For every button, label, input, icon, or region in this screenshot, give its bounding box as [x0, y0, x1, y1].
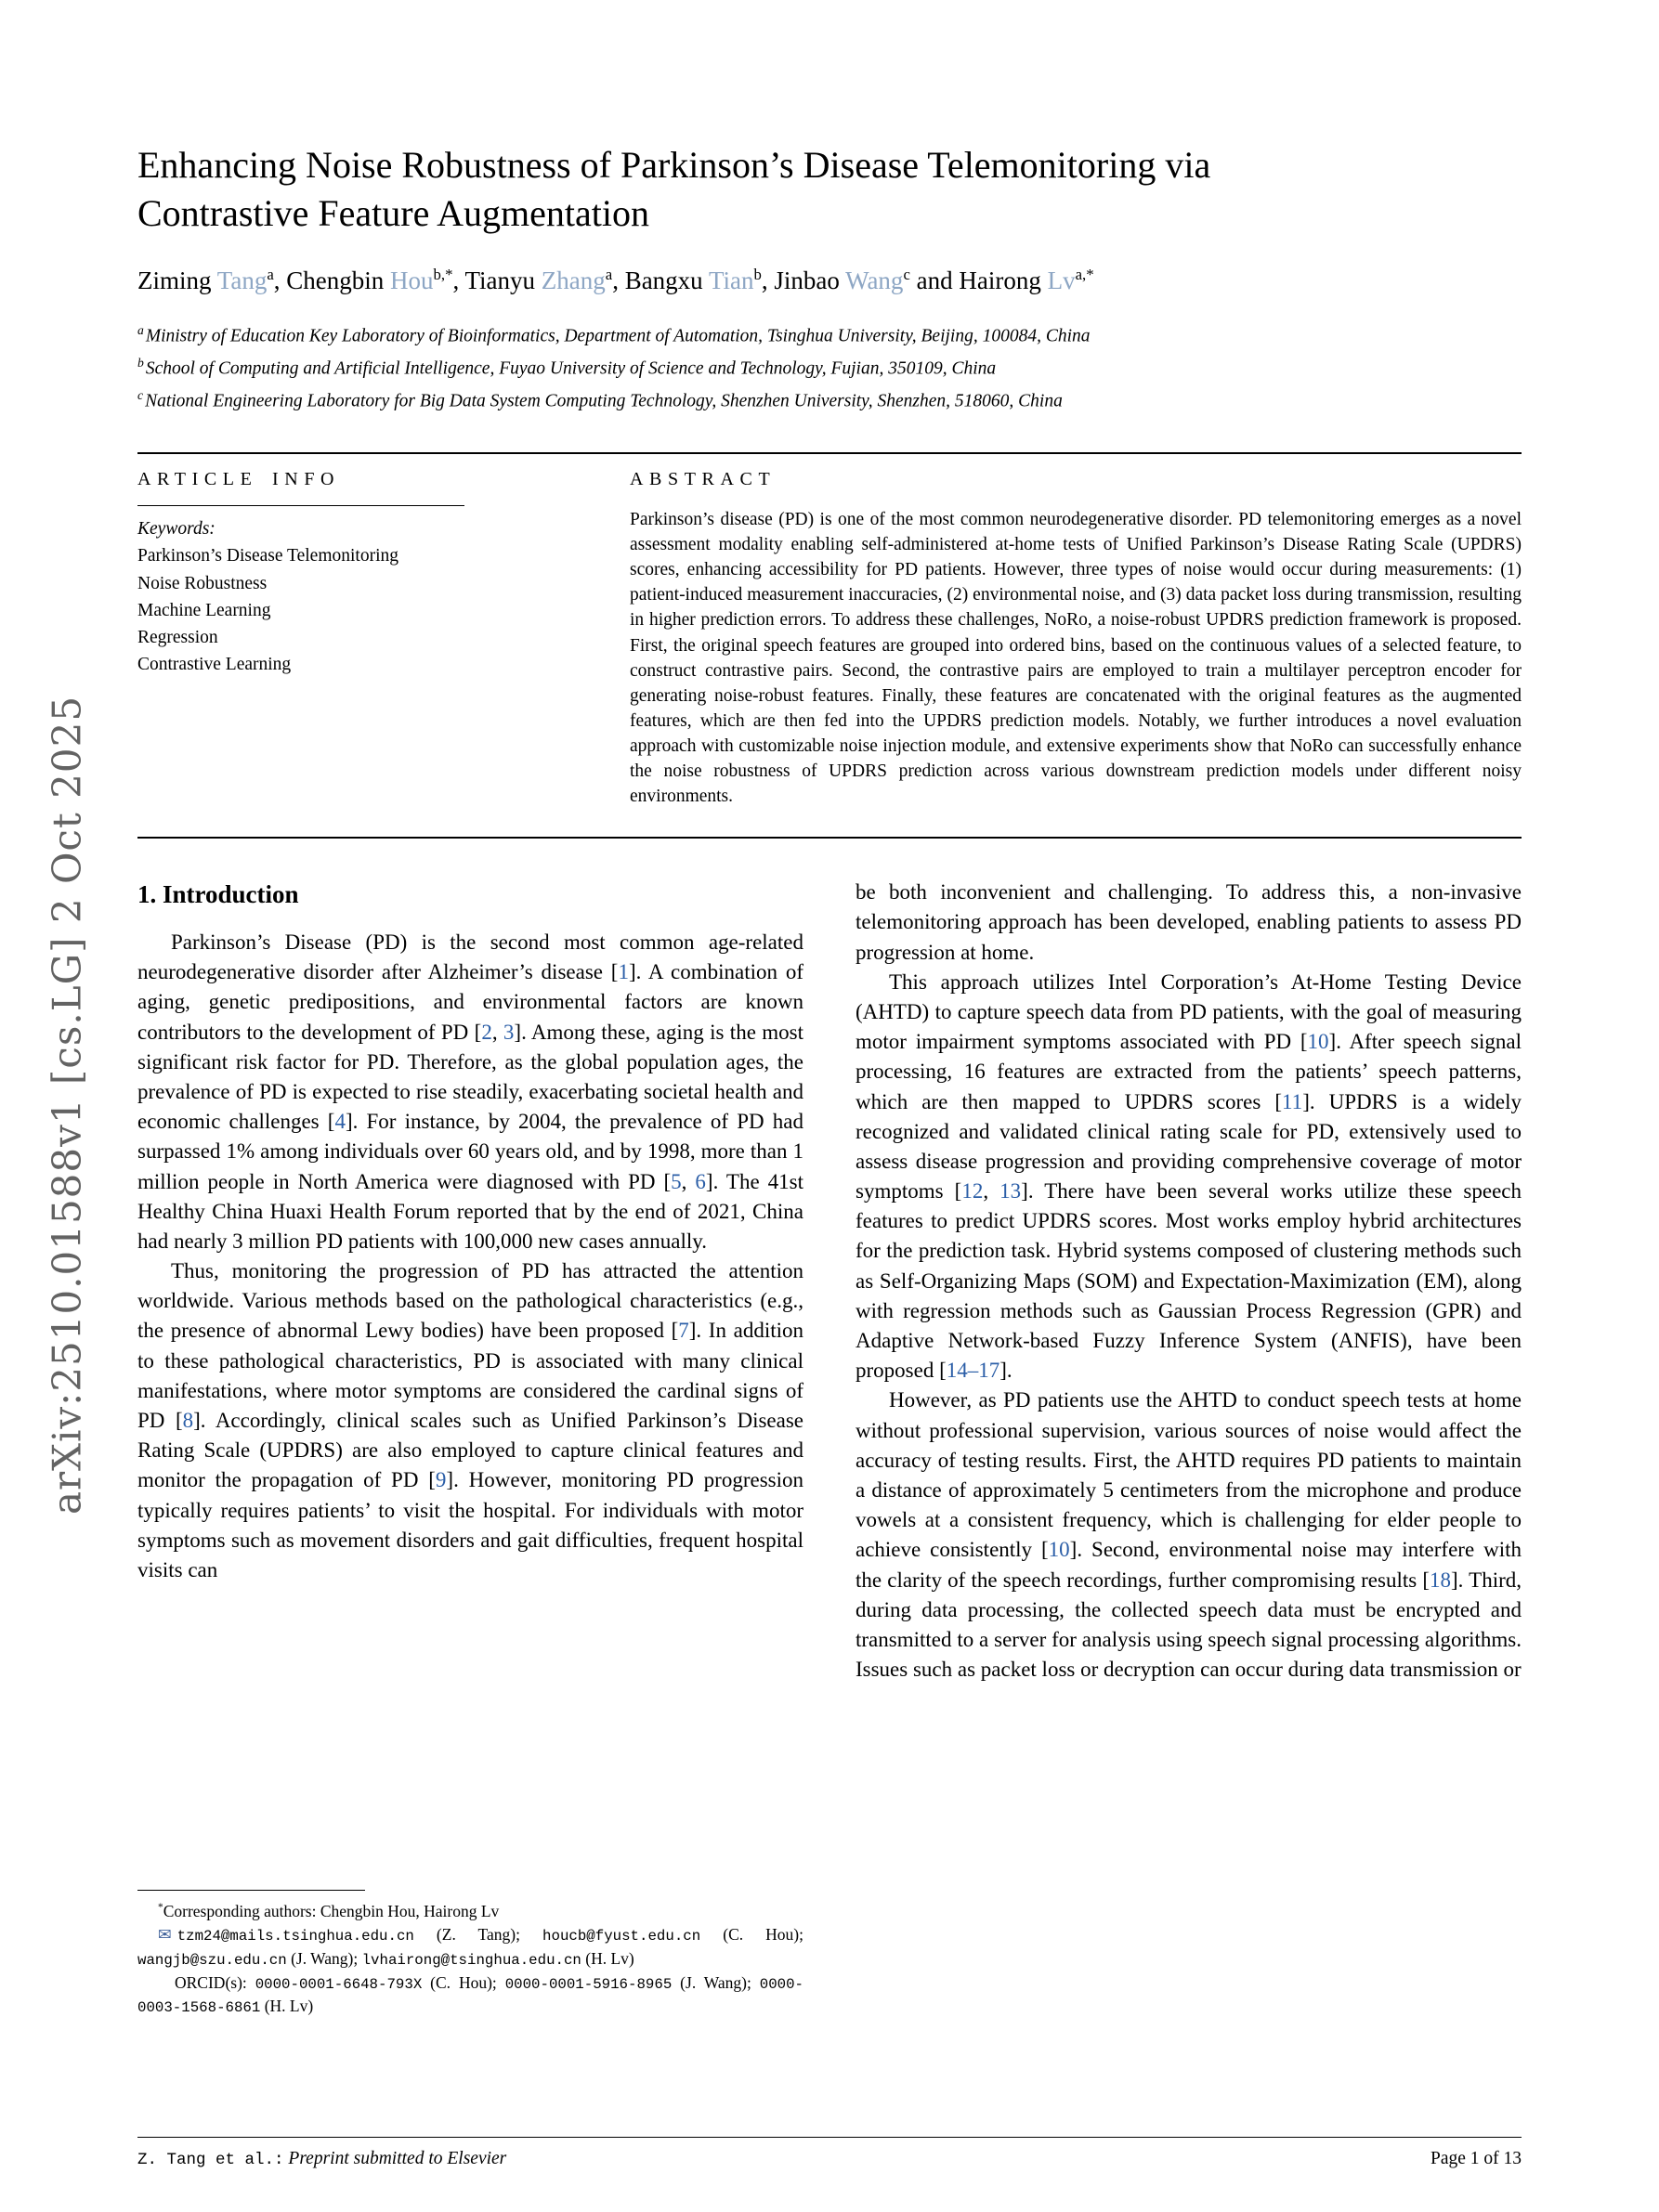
mono-link[interactable]: 0000-0001-6648-793X [255, 1975, 423, 1993]
keyword-item: Contrastive Learning [137, 655, 292, 675]
body-columns [137, 878, 1522, 2018]
author-affiliation-sup: a [605, 266, 613, 283]
author-affiliation-sup: a,* [1075, 266, 1094, 283]
arxiv-watermark: arXiv:2510.01588v1 [cs.LG] 2 Oct 2025 [44, 695, 90, 1516]
text-run: However, as PD patients use the AHTD to conduct speech tests at home without professional supervision, various sources of noise would affect the accuracy of testing results. First, the AHTD requires PD patients to maintain a distance of approximately 5 centimeters from the microphone and produce vowels at a consistent frequency, which is challenging for elder people to achieve consistently [ [856, 1388, 1522, 1562]
text-run: Thus, monitoring the progression of PD has attracted the attention worldwide. Various methods based on the pathological characteristics (e.g., the presence of abnormal Lewy bodies) have been proposed [ [137, 1259, 803, 1343]
author [774, 267, 959, 294]
affiliation-text: School of Computing and Artificial Intelligence, Fuyao University of Science and Technology, Fujian, 350109, China [145, 358, 997, 379]
footer-running-authors: Z. Tang et al.: [137, 2151, 284, 2169]
citation-link[interactable]: 10 [1048, 1538, 1070, 1562]
author-separator: , [761, 267, 775, 294]
citation-link[interactable]: 18 [1430, 1568, 1452, 1592]
author-affiliation-sup: b,* [433, 266, 453, 283]
author-first-name: Chengbin [286, 267, 391, 294]
keyword-item: Parkinson’s Disease Telemonitoring [137, 546, 398, 566]
abstract-column [630, 469, 1522, 809]
article-info-abstract-block [137, 452, 1522, 839]
citation-link[interactable]: 4 [334, 1110, 346, 1134]
mono-link[interactable]: 0000-0001-5916-8965 [504, 1975, 673, 1993]
author-first-name: Ziming [137, 267, 217, 294]
text-run: ]. The 41st Healthy China Huaxi Health Forum reported that by the end of 2021, China had nearly 3 million PD patients with 100,000 new cases annually. [137, 1169, 804, 1253]
text-run: ]. Among these, aging is the most significant risk factor for PD. Therefore, as the global population ages, the prevalence of PD is expected to rise steadily, exacerbating societal health and economic challenges [ [137, 1020, 803, 1134]
text-run: (C. Hou); [422, 1972, 505, 1992]
author-first-name: Bangxu [624, 267, 709, 294]
footnotes [137, 1890, 803, 2018]
corresponding-authors-text: Corresponding authors: Chengbin Hou, Hairong Lv [163, 1902, 500, 1921]
paper-title: Enhancing Noise Robustness of Parkinson’s Disease Telemonitoring via Contrastive Feature Augmentation [137, 144, 1211, 234]
affiliation [137, 352, 1522, 384]
article-info-column [137, 469, 464, 809]
text-run: , [983, 1179, 1000, 1204]
author-separator: , [612, 267, 625, 294]
text-run: (H. Lv) [581, 1949, 634, 1969]
authors-line [137, 266, 1522, 295]
divider [137, 505, 464, 506]
paragraph [856, 878, 1522, 968]
author [959, 267, 1093, 294]
citation-link[interactable]: 6 [695, 1169, 706, 1193]
citation-link[interactable]: 13 [999, 1179, 1022, 1204]
mono-link[interactable]: lvhairong@tsinghua.edu.cn [361, 1952, 581, 1970]
text-run: (H. Lv) [260, 1996, 314, 2015]
text-run: ]. A combination of aging, genetic predipositions, and environmental factors are known contributors to the development of PD [ [137, 960, 803, 1044]
footer-left [137, 2149, 506, 2169]
mono-link[interactable]: 0000-0003-1568-6861 [137, 1975, 804, 2016]
citation-link[interactable]: 12 [961, 1179, 984, 1204]
keyword-item: Machine Learning [137, 600, 271, 620]
affiliation-text: National Engineering Laboratory for Big Data System Computing Technology, Shenzhen University, Shenzhen, 518060, China [145, 391, 1063, 411]
text-run: ]. [999, 1359, 1012, 1383]
author-last-name[interactable]: Zhang [541, 267, 606, 294]
citation-link[interactable]: 7 [678, 1319, 689, 1343]
author-last-name[interactable]: Lv [1047, 267, 1076, 294]
paragraph [856, 1386, 1522, 1685]
text-run: (J. Wang); [672, 1972, 760, 1992]
affiliation-sup: c [137, 388, 144, 403]
citation-link[interactable]: 9 [435, 1468, 447, 1492]
citation-link[interactable]: 3 [503, 1020, 515, 1044]
left-column [137, 878, 803, 2018]
text-run: , [681, 1169, 696, 1193]
author-separator: , [452, 267, 465, 294]
paragraph [137, 928, 803, 1256]
author-last-name[interactable]: Hou [390, 267, 434, 294]
section-heading-introduction: 1. Introduction [137, 880, 299, 909]
envelope-icon: ✉ [158, 1926, 172, 1945]
author-first-name: Jinbao [774, 267, 846, 294]
text-run: ]. There have been several works utilize these speech features to predict UPDRS scores. Most works employ hybrid architectures for the prediction task. Hybrid systems composed of clustering methods such as Self-Organizing Maps (SOM) and Expectation-Maximization (EM), along with regression methods such as Gaussian Process Regression (GPR) and Adaptive Network-based Fuzzy Inference System (ANFIS), have been proposed [ [856, 1179, 1522, 1383]
affiliation-text: Ministry of Education Key Laboratory of Bioinformatics, Department of Automation, Tsinghua University, Beijing, 100084, China [145, 326, 1091, 346]
author-first-name: Hairong [959, 267, 1048, 294]
email-line [137, 1923, 803, 1971]
citation-link[interactable]: 1 [618, 960, 629, 984]
text-run: ORCID(s): [175, 1972, 255, 1992]
text-run: This approach utilizes Intel Corporation’s At-Home Testing Device (AHTD) to capture speech data from PD patients, with the goal of measuring motor impairment symptoms associated with PD [ [856, 969, 1522, 1054]
footnote-star: * [158, 1902, 163, 1914]
text-run: ]. Second, environmental noise may interfere with the clarity of the speech recordings, further compromising results [ [856, 1538, 1522, 1592]
author-affiliation-sup: a [267, 266, 274, 283]
author [464, 267, 624, 294]
text-run: (Z. Tang); [413, 1925, 543, 1945]
abstract-header: ABSTRACT [630, 469, 777, 490]
article-info-header: ARTICLE INFO [137, 469, 341, 490]
author-last-name[interactable]: Wang [845, 267, 904, 294]
citation-link[interactable]: 8 [182, 1409, 194, 1433]
page-footer [137, 2137, 1522, 2169]
text-run: (C. Hou); [700, 1925, 803, 1945]
footer-page-number: Page 1 of 13 [1430, 2149, 1522, 2168]
author-last-name[interactable]: Tang [216, 267, 268, 294]
keywords-list [137, 542, 464, 678]
affiliations [137, 319, 1522, 417]
citation-link[interactable]: 2 [481, 1020, 492, 1044]
paragraph [137, 1256, 803, 1585]
author [137, 267, 286, 294]
text-run: ]. However, monitoring PD progression typically requires patients’ to visit the hospital. For individuals with motor symptoms such as movement disorders and gait difficulties, frequent hospital visits can [137, 1468, 803, 1581]
footer-preprint-note: Preprint submitted to Elsevier [288, 2149, 507, 2168]
affiliation-sup: b [137, 356, 144, 371]
paragraph [856, 968, 1522, 1386]
corresponding-authors-note [137, 1900, 803, 1923]
author-affiliation-sup: c [903, 266, 910, 283]
footnote-rule [137, 1890, 365, 1891]
mono-link[interactable]: houcb@fyust.edu.cn [542, 1928, 701, 1945]
text-run: Parkinson’s Disease (PD) is the second most common age-related neurodegenerative disorder after Alzheimer’s disease [ [137, 930, 803, 984]
text-run: ]. In addition to these pathological characteristics, PD is associated with many clinical manifestations, where motor symptoms are considered the cardinal signs of PD [ [137, 1319, 803, 1433]
text-run: ]. UPDRS is a widely recognized and validated clinical rating scale for PD, extensively used to assess disease progression and providing comprehensive coverage of motor symptoms [ [856, 1089, 1522, 1204]
orcid-line [137, 1971, 803, 2019]
text-run: ]. For instance, by 2004, the prevalence of PD had surpassed 1% among individuals over 60 years old, and by 1998, more than 1 million people in North America were diagnosed with PD [ [137, 1110, 803, 1193]
text-run: ]. Accordingly, clinical scales such as Unified Parkinson’s Disease Rating Scale (UPDRS) are also employed to capture clinical features and monitor the propagation of PD [ [137, 1409, 803, 1492]
keyword-item: Noise Robustness [137, 573, 268, 593]
affiliation [137, 319, 1522, 352]
affiliation [137, 384, 1522, 417]
keyword-item: Regression [137, 628, 218, 648]
author-separator: , [273, 267, 287, 294]
mono-link[interactable]: tzm24@mails.tsinghua.edu.cn [176, 1928, 414, 1945]
text-run: (J. Wang); [286, 1949, 362, 1969]
text-run: ]. After speech signal processing, 16 features are extracted from the patients’ speech patterns, which are then mapped to UPDRS scores [ [856, 1030, 1522, 1113]
author-separator: and [909, 267, 960, 294]
citation-link[interactable]: 14–17 [946, 1359, 1000, 1383]
keywords [137, 515, 464, 679]
author [286, 267, 464, 294]
author-first-name: Tianyu [464, 267, 542, 294]
text-run: be both inconvenient and challenging. To address this, a non-invasive telemonitoring approach has been developed, enabling patients to assess PD progression at home. [856, 880, 1522, 964]
text-run: ]. Third, during data processing, the collected speech data must be encrypted and transmitted to a server for analysis using speech signal processing algorithms. Issues such as packet loss or decryption can occur during data transmission or [856, 1568, 1522, 1682]
right-column [856, 878, 1522, 2018]
citation-link[interactable]: 10 [1307, 1030, 1329, 1054]
author-affiliation-sup: b [753, 266, 762, 283]
mono-link[interactable]: wangjb@szu.edu.cn [137, 1952, 287, 1970]
text-run: , [491, 1020, 503, 1044]
abstract-text: Parkinson’s disease (PD) is one of the most common neurodegenerative disorder. PD telemonitoring emerges as a novel assessment modality enabling self-administered at-home tests of Unified Parkinson’s Disease Rating Scale (UPDRS) scores, enhancing accessibility for PD patients. However, three types of noise would occur during measurements: (1) patient-induced measurement inaccuracies, (2) environmental noise, and (3) data packet loss during transmission, resulting in higher prediction errors. To address these challenges, NoRo, a noise-robust UPDRS prediction framework is proposed. First, the original speech features are grouped into ordered bins, based on the continuous values of a selected feature, to construct contrastive pairs. Second, the contrastive pairs are employed to train a multilayer perceptron encoder for generating noise-robust features. Finally, these features are concatenated with the original features as the augmented features, which are then fed into the UPDRS prediction models. Notably, we further introduces a novel evaluation approach with customizable noise injection module, and extensive experiments show that NoRo can successfully enhance the noise robustness of UPDRS prediction across various downstream prediction models under different noisy environments. [630, 510, 1522, 807]
keywords-label: Keywords: [137, 519, 216, 540]
author [625, 267, 775, 294]
citation-link[interactable]: 11 [1282, 1089, 1303, 1113]
citation-link[interactable]: 5 [671, 1169, 682, 1193]
author-last-name[interactable]: Tian [708, 267, 754, 294]
page-content [137, 0, 1522, 2018]
affiliation-sup: a [137, 323, 144, 337]
